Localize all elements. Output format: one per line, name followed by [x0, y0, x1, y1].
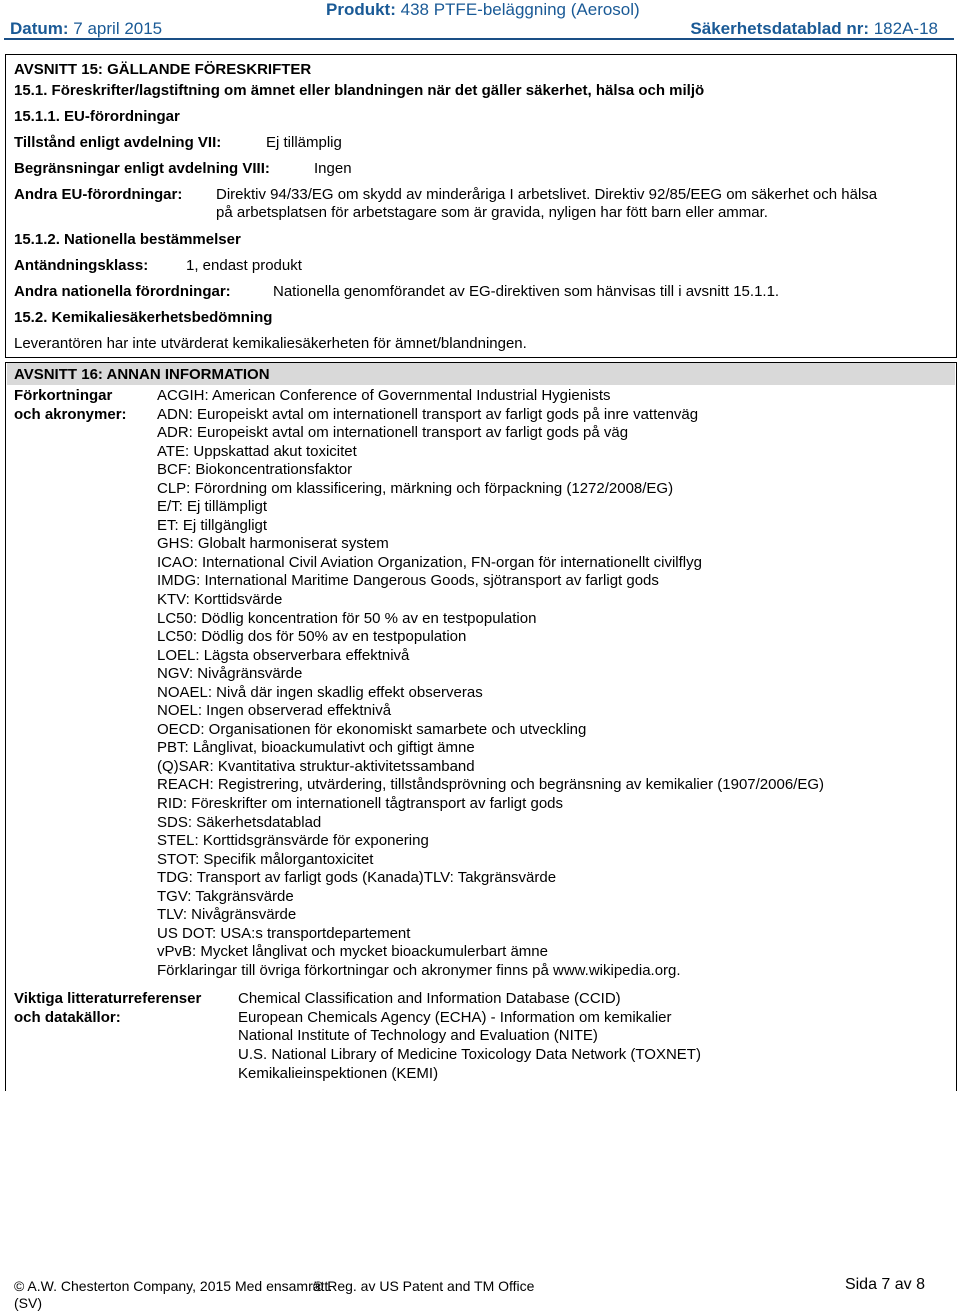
header-product: [326, 0, 640, 20]
header-date: [10, 19, 162, 39]
ignition-label: Antändningsklass:: [14, 257, 149, 274]
ignition-value: 1, endast produkt: [186, 257, 302, 274]
list-item: Chemical Classification and Information Database (CCID): [238, 990, 621, 1007]
list-item: (Q)SAR: Kvantitativa struktur-aktivitetssamband: [157, 757, 475, 775]
restrict-value: Ingen: [314, 160, 352, 177]
footer-registered: ® Reg. av US Patent and TM Office: [313, 1278, 535, 1294]
permit-label: Tillstånd enligt avdelning VII:: [14, 134, 222, 151]
list-item: REACH: Registrering, utvärdering, tillståndsprövning och begränsning av kemikalier (1907/2006/EG): [157, 776, 825, 794]
list-item: RID: Föreskrifter om internationell tågtransport av farligt gods: [157, 795, 564, 813]
abbrev-label-2: och akronymer:: [14, 406, 127, 423]
section-15-title: AVSNITT 15: GÄLLANDE FÖRESKRIFTER: [14, 61, 312, 78]
header-divider: [4, 38, 954, 40]
date-label: Datum:: [10, 19, 69, 38]
list-item: ET: Ej tillgängligt: [157, 516, 268, 534]
list-item: NOAEL: Nivå där ingen skadlig effekt observeras: [157, 683, 483, 701]
list-item: STOT: Specifik målorgantoxicitet: [157, 850, 374, 868]
lit-label-1: Viktiga litteraturreferenser: [14, 990, 202, 1007]
section-16-title: AVSNITT 16: ANNAN INFORMATION: [14, 366, 270, 383]
list-item: ADR: Europeiskt avtal om internationell transport av farligt gods på väg: [157, 424, 629, 442]
list-item: vPvB: Mycket långlivat och mycket bioackumulerbart ämne: [157, 943, 548, 961]
list-item: OECD: Organisationen för ekonomiskt samarbete och utveckling: [157, 720, 587, 738]
heading-15-1-1: 15.1.1. EU-förordningar: [14, 108, 180, 125]
heading-15-1: 15.1. Föreskrifter/lagstiftning om ämnet eller blandningen när det gäller säkerhet, hälsa och miljö: [14, 82, 705, 99]
footer-language: (SV): [14, 1295, 42, 1311]
list-item: ACGIH: American Conference of Governmental Industrial Hygienists: [157, 387, 611, 404]
list-item: National Institute of Technology and Evaluation (NITE): [238, 1027, 598, 1045]
list-item: STEL: Korttidsgränsvärde för exponering: [157, 832, 429, 850]
list-item: U.S. National Library of Medicine Toxicology Data Network (TOXNET): [238, 1046, 701, 1064]
list-item: ADN: Europeiskt avtal om internationell transport av farligt gods på inre vattenväg: [157, 405, 699, 423]
list-item: TGV: Takgränsvärde: [157, 887, 294, 905]
other-eu-line1: Direktiv 94/33/EG om skydd av minderåriga I arbetslivet. Direktiv 92/85/EEG om säkerhet och hälsa: [216, 186, 878, 203]
lit-label-2: och datakällor:: [14, 1009, 121, 1026]
list-item: KTV: Korttidsvärde: [157, 591, 283, 609]
other-national-label: Andra nationella förordningar:: [14, 283, 231, 300]
literature-list: [238, 990, 701, 1083]
list-item: GHS: Globalt harmoniserat system: [157, 535, 389, 553]
list-item: Förklaringar till övriga förkortningar och akronymer finns på www.wikipedia.org.: [157, 961, 681, 979]
list-item: ATE: Uppskattad akut toxicitet: [157, 442, 357, 460]
heading-15-1-2: 15.1.2. Nationella bestämmelser: [14, 231, 241, 248]
restrict-label: Begränsningar enligt avdelning VIII:: [14, 160, 270, 177]
list-item: Kemikalieinspektionen (KEMI): [238, 1064, 439, 1082]
heading-15-2: 15.2. Kemikaliesäkerhetsbedömning: [14, 309, 273, 326]
list-item: E/T: Ej tillämpligt: [157, 498, 268, 516]
list-item: LOEL: Lägsta observerbara effektnivå: [157, 646, 410, 664]
csa-text: Leverantören har inte utvärderat kemikaliesäkerheten för ämnet/blandningen.: [14, 335, 527, 352]
footer-page-number: Sida 7 av 8: [844, 1276, 925, 1293]
permit-value: Ej tillämplig: [266, 134, 342, 151]
sds-value: 182A-18: [873, 19, 938, 38]
abbreviation-list: [157, 387, 824, 981]
list-item: European Chemicals Agency (ECHA) - Information om kemikalier: [238, 1008, 672, 1026]
product-label: Produkt:: [326, 0, 396, 19]
other-eu-line2: på arbetsplatsen för arbetstagare som är gravida, nyligen har fött barn eller ammar.: [216, 204, 768, 221]
list-item: PBT: Långlivat, bioackumulativt och giftigt ämne: [157, 739, 475, 757]
list-item: US DOT: USA:s transportdepartement: [157, 924, 411, 942]
abbrev-label-1: Förkortningar: [14, 387, 113, 404]
list-item: LC50: Dödlig koncentration för 50 % av en testpopulation: [157, 609, 537, 627]
other-eu-label: Andra EU-förordningar:: [14, 186, 183, 203]
list-item: TLV: Nivågränsvärde: [157, 906, 297, 924]
list-item: SDS: Säkerhetsdatablad: [157, 813, 322, 831]
other-national-value: Nationella genomförandet av EG-direktiven som hänvisas till i avsnitt 15.1.1.: [273, 283, 780, 300]
list-item: NOEL: Ingen observerad effektnivå: [157, 702, 392, 720]
list-item: BCF: Biokoncentrationsfaktor: [157, 461, 353, 479]
list-item: LC50: Dödlig dos för 50% av en testpopulation: [157, 628, 467, 646]
list-item: NGV: Nivågränsvärde: [157, 665, 303, 683]
header-sds-number: [690, 19, 938, 39]
list-item: TDG: Transport av farligt gods (Kanada)TLV: Takgränsvärde: [157, 869, 557, 887]
list-item: CLP: Förordning om klassificering, märkning och förpackning (1272/2008/EG): [157, 479, 674, 497]
product-value: 438 PTFE-beläggning (Aerosol): [400, 0, 640, 19]
list-item: ICAO: International Civil Aviation Organization, FN-organ för internationellt civilflyg: [157, 553, 702, 571]
date-value: 7 april 2015: [73, 19, 163, 38]
footer-copyright: © A.W. Chesterton Company, 2015 Med ensamrätt.: [14, 1278, 333, 1294]
sds-label: Säkerhetsdatablad nr:: [690, 19, 869, 38]
list-item: IMDG: International Maritime Dangerous Goods, sjötransport av farligt gods: [157, 572, 659, 590]
